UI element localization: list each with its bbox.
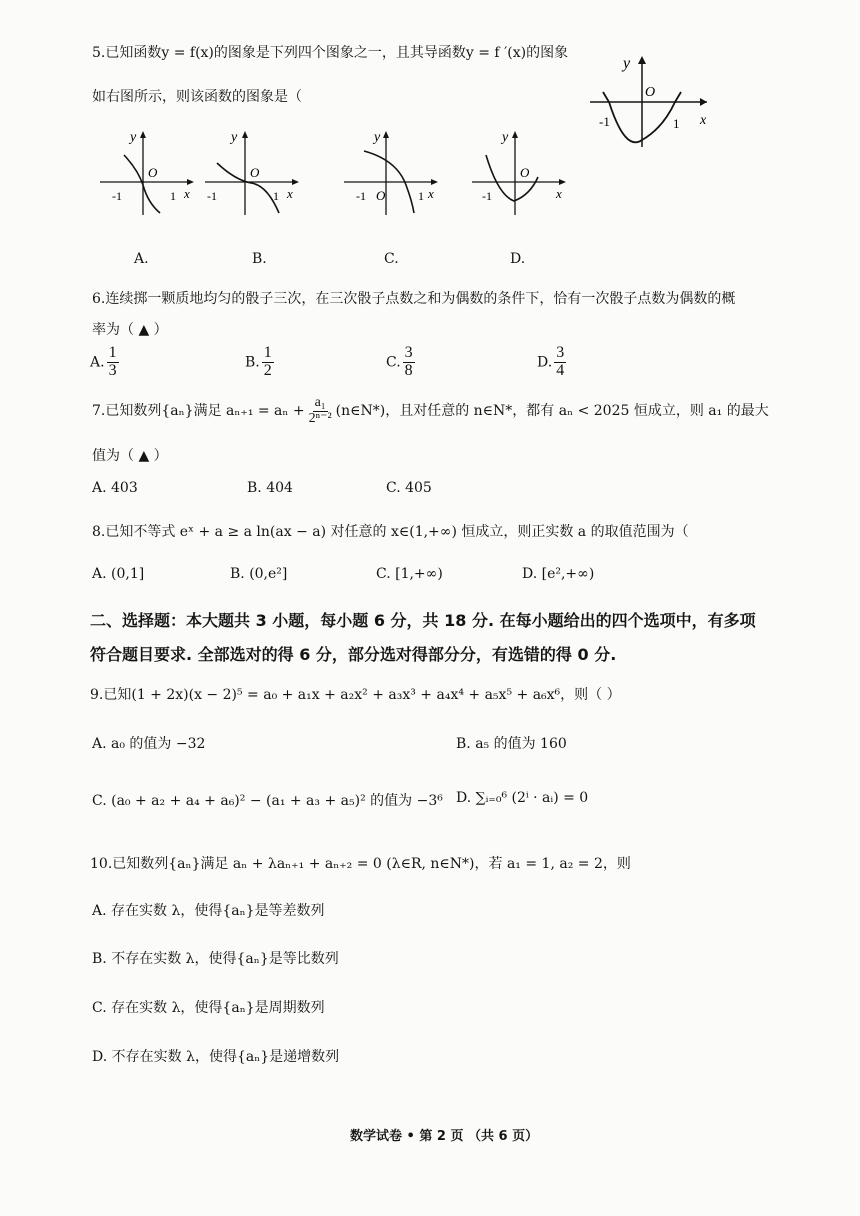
page-footer: 数学试卷 • 第 2 页 （共 6 页） <box>350 1129 539 1144</box>
q7-line2: 值为（ ▲ ） <box>92 448 168 464</box>
section2-heading-line2: 符合题目要求. 全部选对的得 6 分，部分选对得部分分，有选错的得 0 分. <box>90 645 617 664</box>
svg-text:-1: -1 <box>207 189 217 203</box>
graph-d <box>470 125 570 220</box>
q6-option-c[interactable]: C. $\frac{3}{8}$ <box>386 344 413 379</box>
svg-text:x: x <box>287 186 293 201</box>
svg-text:y: y <box>502 130 509 145</box>
derivative-graph <box>585 52 715 152</box>
q8-line1: 8.已知不等式 eˣ + a ≥ a ln(ax − a) 对任意的 x∈(1,+∞) 恒成立，则正实数 a 的取值范围为（ <box>92 524 689 540</box>
q10-option-d[interactable]: D. 不存在实数 λ，使得{aₙ}是递增数列 <box>92 1049 340 1065</box>
q5-option-a[interactable]: A. <box>134 251 149 267</box>
svg-text:O: O <box>250 165 260 180</box>
dg-neg1: -1 <box>599 114 610 129</box>
svg-text:y: y <box>374 130 381 145</box>
q9-option-c[interactable]: C. (a₀ + a₂ + a₄ + a₆)² − (a₁ + a₃ + a₅)² 的值为 −3⁶ <box>92 793 443 809</box>
q5-option-b[interactable]: B. <box>252 251 267 267</box>
section2-heading-line1: 二、选择题：本大题共 3 小题，每小题 6 分，共 18 分. 在每小题给出的四个选项中，有多项 <box>90 611 756 630</box>
graph-c <box>342 125 442 220</box>
graph-a <box>98 125 198 220</box>
q7-line1: 7.已知数列{aₙ}满足 aₙ₊₁ = aₙ + $\frac{\text{a₁}}{\text{2ⁿ⁻²}}$ (n∈N*)，且对任意的 n∈N*，都有 aₙ < 2025 恒成立，则 a₁ 的最大 <box>92 395 769 426</box>
q5-option-d[interactable]: D. <box>510 251 526 267</box>
q8-option-d[interactable]: D. [e²,+∞) <box>522 566 595 582</box>
dg-o: O <box>645 85 656 100</box>
q7-option-b[interactable]: B. 404 <box>247 480 293 496</box>
q6-line2: 率为（ ▲ ） <box>92 322 168 338</box>
q9-option-b[interactable]: B. a₅ 的值为 160 <box>456 736 567 752</box>
svg-text:1: 1 <box>418 189 424 203</box>
graph-b <box>203 125 303 220</box>
svg-text:O: O <box>148 165 158 180</box>
svg-text:x: x <box>184 186 190 201</box>
svg-text:-1: -1 <box>112 189 122 203</box>
q7-option-a[interactable]: A. 403 <box>92 480 138 496</box>
dg-y: y <box>623 55 631 72</box>
q8-option-c[interactable]: C. [1,+∞) <box>376 566 443 582</box>
svg-text:y: y <box>130 130 137 145</box>
svg-text:1: 1 <box>170 189 176 203</box>
q8-option-a[interactable]: A. (0,1] <box>92 566 145 582</box>
q5-option-c[interactable]: C. <box>384 251 399 267</box>
q9-option-d[interactable]: D. ∑ᵢ₌₀⁶ (2ⁱ · aᵢ) = 0 <box>456 790 589 806</box>
q7-option-c[interactable]: C. 405 <box>386 480 432 496</box>
svg-text:x: x <box>428 186 434 201</box>
dg-x: x <box>700 113 707 128</box>
svg-text:1: 1 <box>273 189 279 203</box>
q10-option-b[interactable]: B. 不存在实数 λ，使得{aₙ}是等比数列 <box>92 951 339 967</box>
svg-text:y: y <box>231 130 238 145</box>
svg-text:-1: -1 <box>482 189 492 203</box>
q5-line1: 5.已知函数y = f(x)的图象是下列四个图象之一，且其导函数y = f ′(x)的图象 <box>92 45 569 61</box>
q9-line1: 9.已知(1 + 2x)(x − 2)⁵ = a₀ + a₁x + a₂x² + a₃x³ + a₄x⁴ + a₅x⁵ + a₆x⁶，则（ ） <box>90 687 621 703</box>
q10-option-a[interactable]: A. 存在实数 λ，使得{aₙ}是等差数列 <box>92 903 325 919</box>
q6-option-b[interactable]: B. $\frac{1}{2}$ <box>245 344 272 379</box>
q10-line1: 10.已知数列{aₙ}满足 aₙ + λaₙ₊₁ + aₙ₊₂ = 0 (λ∈R, n∈N*)，若 a₁ = 1, a₂ = 2，则 <box>90 856 631 872</box>
dg-one: 1 <box>673 116 680 131</box>
q9-option-a[interactable]: A. a₀ 的值为 −32 <box>92 736 206 752</box>
q6-option-a[interactable]: A. $\frac{1}{3}$ <box>90 344 117 379</box>
q5-line2: 如右图所示，则该函数的图象是（ <box>92 89 302 105</box>
svg-text:O: O <box>520 165 530 180</box>
svg-text:O: O <box>376 188 386 203</box>
q6-line1: 6.连续掷一颗质地均匀的骰子三次，在三次骰子点数之和为偶数的条件下，恰有一次骰子点数为偶数的概 <box>92 291 736 307</box>
q6-option-d[interactable]: D. $\frac{3}{4}$ <box>537 344 565 379</box>
svg-text:-1: -1 <box>356 189 366 203</box>
q10-option-c[interactable]: C. 存在实数 λ，使得{aₙ}是周期数列 <box>92 1000 325 1016</box>
q8-option-b[interactable]: B. (0,e²] <box>230 566 288 582</box>
svg-text:x: x <box>556 186 562 201</box>
